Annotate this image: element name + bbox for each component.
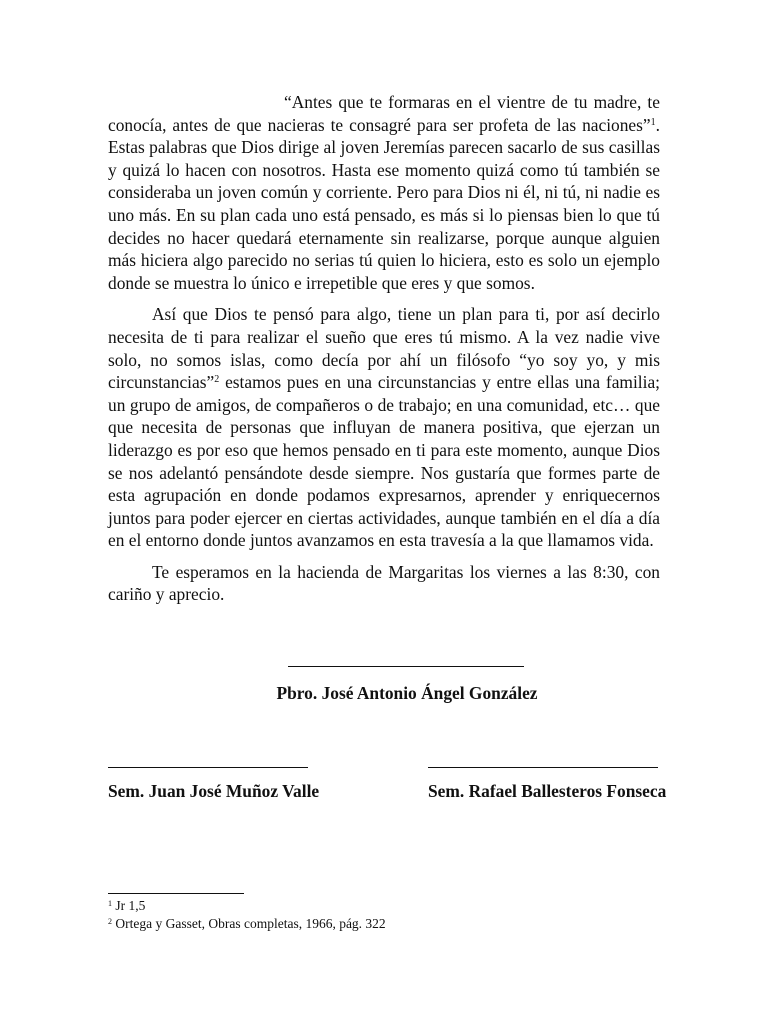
- signature-line-right: [428, 767, 658, 768]
- footnote-1: [108, 897, 386, 915]
- signature-line-left: [108, 767, 308, 768]
- signature-line-main: [288, 666, 524, 667]
- footnote-1-number: 1: [108, 899, 112, 908]
- footnotes: [108, 897, 386, 933]
- footnote-1-text: Jr 1,5: [115, 898, 146, 913]
- paragraph-2: [108, 303, 660, 552]
- paragraph-3: [108, 561, 660, 606]
- footnote-separator: [108, 893, 244, 894]
- footnote-2-text: Ortega y Gasset, Obras completas, 1966, pág. 322: [115, 916, 386, 931]
- paragraph-1-text: “Antes que te formaras en el vientre de tu madre, te conocía, antes de que nacieras te consagré para ser profeta de las naciones”: [108, 92, 660, 135]
- footnote-ref-1: 1: [650, 116, 656, 128]
- footnote-2-number: 2: [108, 917, 112, 926]
- footnote-2: [108, 915, 386, 933]
- paragraph-3-text: Te esperamos en la hacienda de Margaritas los viernes a las 8:30, con cariño y aprecio.: [108, 561, 660, 605]
- paragraph-2-text-after: estamos pues en una circunstancias y entre ellas una familia; un grupo de amigos, de compañeros o de trabajo; en una comunidad, etc… que que necesita de personas que influyan de manera positiva, que ejerzan un liderazgo es por eso que hemos pensado en ti para este momento, aunque Dios se nos adelantó pensándote desde siempre. Nos gustaría que formes parte de esta agrupación en donde podamos expresarnos, aprender y enriquecernos juntos para poder ejercer en ciertas actividades, aunque también en el día a día en el entorno donde juntos avanzamos en esta travesía a la que llamamos vida.: [108, 372, 660, 551]
- signature-name-main: Pbro. José Antonio Ángel González: [276, 683, 538, 703]
- paragraph-1: [108, 91, 660, 294]
- footnote-ref-2: 2: [214, 374, 220, 386]
- signature-name-left: Sem. Juan José Muñoz Valle: [108, 781, 320, 801]
- signature-name-right: Sem. Rafael Ballesteros Fonseca: [428, 781, 667, 801]
- paragraph-1-text-after: . Estas palabras que Dios dirige al joven Jeremías parecen sacarlo de sus casillas y quizá lo hacen con nosotros. Hasta ese momento quizá como tú también se consideraba un joven común y corriente. Pero para Dios ni él, ni tú, ni nadie es uno más. En su plan cada uno está pensado, es más si lo piensas bien lo que tú decides no hacer quedará eternamente sin realizarse, porque aunque alguien más hiciera algo parecido no serias tú quien lo hiciera, esto es solo un ejemplo donde se muestra lo único e irrepetible que eres y que somos.: [108, 114, 660, 293]
- paragraph-2-text: Así que Dios te pensó para algo, tiene un plan para ti, por así decirlo necesita de ti para realizar el sueño que eres tú mismo. A la vez nadie vive solo, no somos islas, como decía por ahí un filósofo “yo soy yo, y mis circunstancias”: [108, 304, 660, 393]
